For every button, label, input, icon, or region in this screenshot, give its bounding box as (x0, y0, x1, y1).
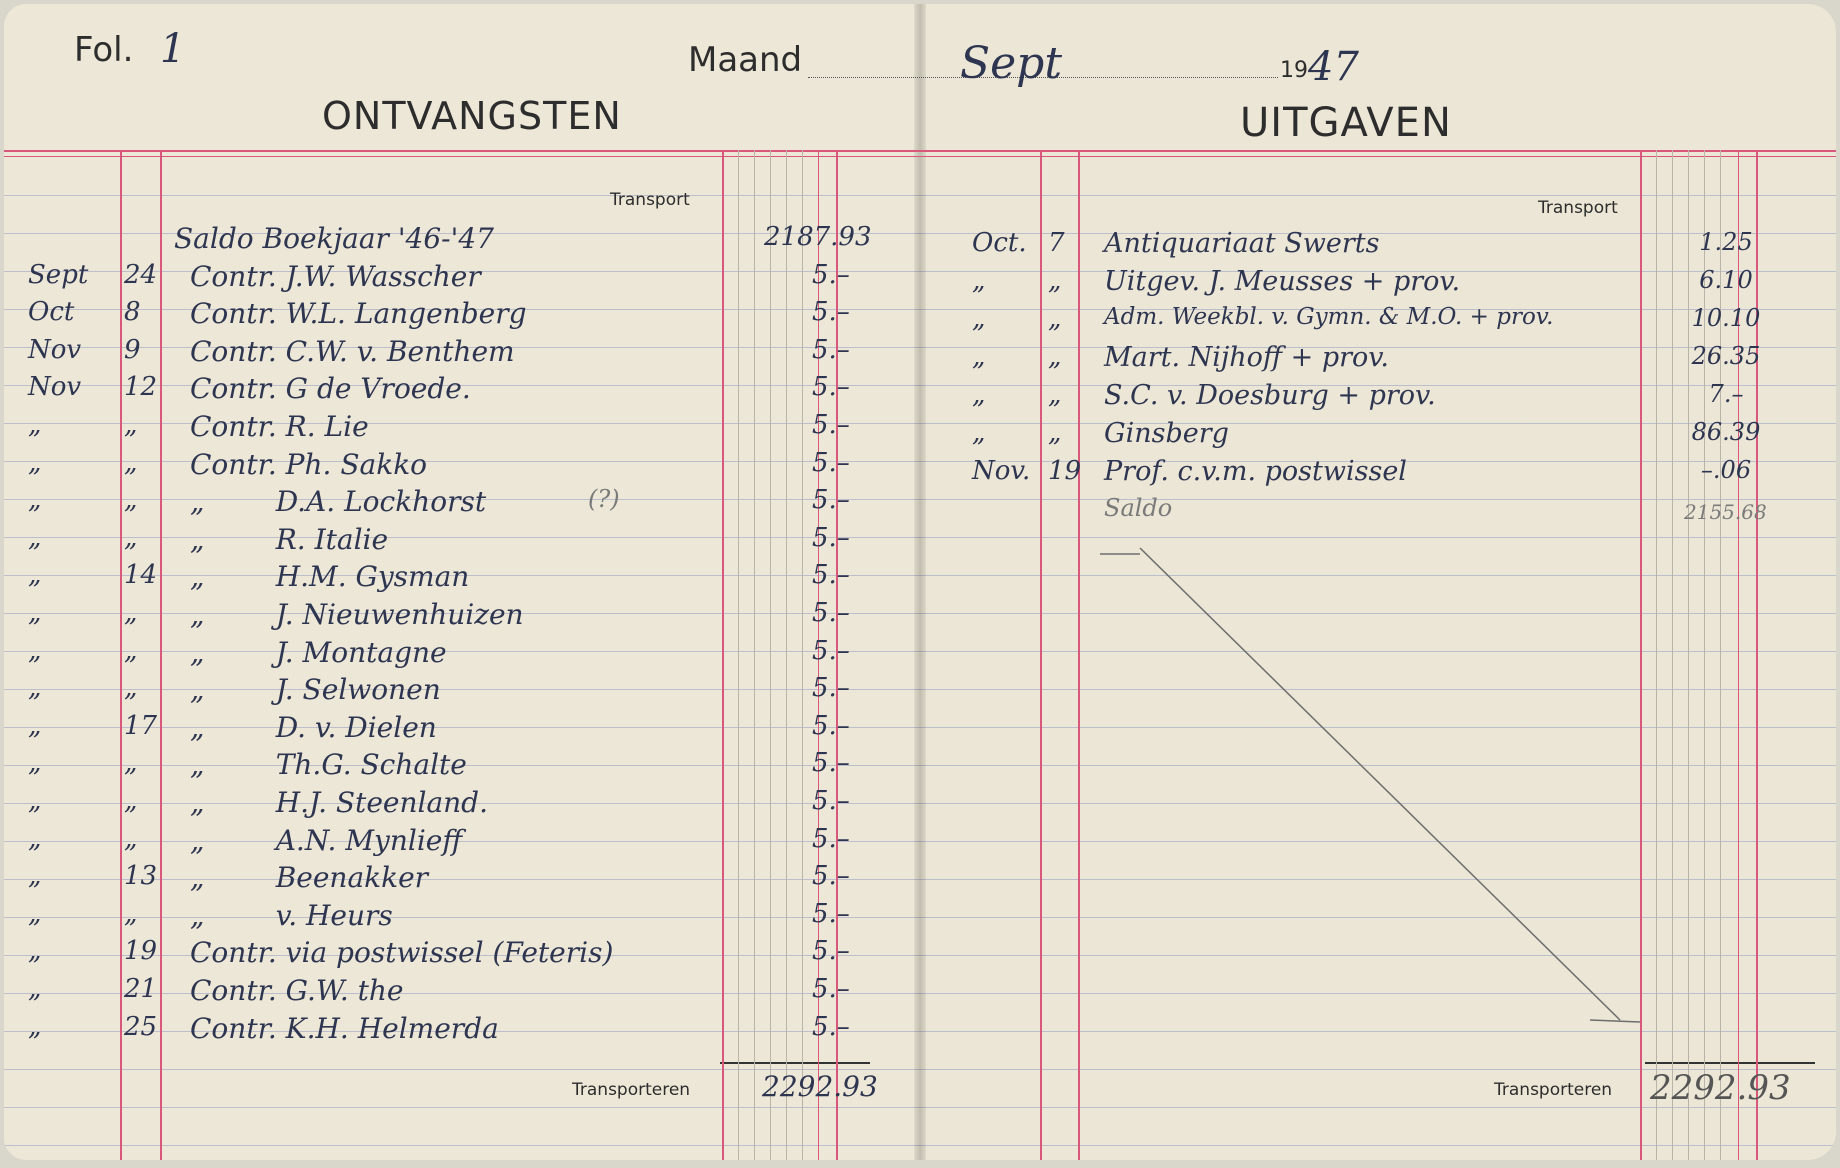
footer-rule-right (1645, 1062, 1815, 1064)
row-amount: 5.– (812, 786, 850, 816)
right-transporteren-label: Transporteren (1494, 1080, 1613, 1100)
row-description: „ D. v. Dielen (190, 710, 437, 744)
row-day: „ (1048, 266, 1062, 296)
row-month: „ (28, 898, 42, 929)
row-amount: 5.– (812, 522, 850, 553)
row-month: „ (28, 635, 42, 666)
col-rule-grey (738, 150, 739, 1160)
col-rule-grey (786, 150, 787, 1160)
row-month: „ (972, 304, 986, 334)
row-day: 19 (1048, 456, 1082, 486)
row-amount: 5.– (812, 898, 850, 929)
col-rule-grey (770, 150, 771, 1160)
row-description: „ J. Selwonen (190, 673, 441, 707)
row-amount: 10.10 (1691, 304, 1761, 332)
row-amount: 26.35 (1691, 342, 1761, 370)
row-day: 21 (124, 974, 158, 1004)
row-description: Contr. C.W. v. Benthem (190, 334, 515, 368)
row-day: 7 (1048, 228, 1065, 258)
col-rule (1078, 150, 1080, 1160)
row-day: „ (124, 410, 138, 440)
right-total: 2292.93 (1650, 1068, 1791, 1108)
row-day: „ (124, 485, 138, 516)
col-rule-grey (1656, 150, 1657, 1160)
row-description: Contr. via postwissel (Feteris) (190, 936, 614, 970)
col-rule-grey (1720, 150, 1721, 1160)
row-amount: 5.– (812, 673, 850, 704)
row-month: „ (28, 447, 42, 478)
row-day: „ (124, 898, 138, 929)
row-description: „ A.N. Mynlieff (190, 823, 463, 857)
row-day: 9 (124, 334, 141, 365)
row-note: (?) (588, 485, 620, 514)
year-suffix: 47 (1308, 44, 1359, 90)
row-amount: 5.– (812, 974, 850, 1004)
saldo-label: Saldo (1104, 494, 1173, 522)
row-description: Adm. Weekbl. v. Gymn. & M.O. + prov. (1104, 304, 1554, 330)
row-amount: 5.– (812, 410, 850, 440)
row-month: Nov (28, 372, 82, 403)
row-description: Contr. Ph. Sakko (190, 447, 428, 481)
row-description: „ R. Italie (190, 522, 389, 556)
row-day: „ (1048, 304, 1062, 334)
row-description: „ v. Heurs (190, 898, 393, 932)
col-rule-grey (1688, 150, 1689, 1160)
row-description: Contr. K.H. Helmerda (190, 1011, 499, 1045)
row-day: „ (124, 447, 138, 478)
row-day: „ (1048, 342, 1062, 372)
row-day: „ (124, 598, 138, 628)
col-rule (1756, 150, 1758, 1160)
row-description: „ Th.G. Schalte (190, 748, 467, 782)
col-rule-grey (1704, 150, 1705, 1160)
row-description: Contr. G de Vroede. (190, 372, 471, 406)
row-amount: 7.– (1708, 380, 1744, 408)
row-amount: 5.– (812, 560, 850, 591)
row-month: „ (972, 342, 986, 372)
closing-diagonal-line (1090, 540, 1650, 1030)
row-day: 13 (124, 861, 158, 892)
row-month: „ (28, 410, 42, 440)
row-description: Mart. Nijhoff + prov. (1104, 342, 1389, 373)
row-amount: 5.– (812, 598, 850, 628)
year-prefix: 19 (1280, 58, 1308, 83)
row-description: „ H.M. Gysman (190, 560, 470, 594)
fol-label: Fol. (74, 30, 134, 70)
row-amount: 5.– (812, 710, 850, 741)
row-day: 8 (124, 297, 141, 328)
row-month: „ (28, 1011, 42, 1042)
row-amount: 5.– (812, 1011, 850, 1042)
col-rule (1738, 150, 1739, 1160)
row-day: „ (124, 673, 138, 704)
row-amount: 5.– (812, 748, 850, 779)
col-rule-grey (802, 150, 803, 1160)
left-transport-label: Transport (610, 190, 690, 210)
right-transport-label: Transport (1538, 198, 1618, 218)
row-day: „ (124, 748, 138, 779)
row-description: Contr. R. Lie (190, 410, 369, 443)
row-description: „ J. Nieuwenhuizen (190, 598, 524, 631)
row-day: 12 (124, 372, 158, 403)
row-day: „ (1048, 418, 1062, 448)
row-amount: 5.– (812, 334, 850, 365)
row-amount: 5.– (812, 861, 850, 892)
row-amount: 2187.93 (764, 222, 872, 252)
row-day: 17 (124, 710, 158, 741)
row-month: „ (28, 522, 42, 553)
fol-number: 1 (160, 26, 186, 72)
row-month: Nov (28, 334, 82, 365)
row-amount: –.06 (1700, 456, 1752, 484)
row-description: Contr. W.L. Langenberg (190, 297, 527, 331)
header-rule-2 (4, 156, 1836, 157)
row-description: „ J. Montagne (190, 635, 447, 669)
row-month: „ (28, 861, 42, 892)
row-day: „ (1048, 380, 1062, 410)
row-month: „ (28, 560, 42, 591)
right-title: UITGAVEN (1240, 100, 1452, 146)
row-amount: 1.25 (1699, 228, 1753, 256)
row-description: „ H.J. Steenland. (190, 786, 488, 819)
row-description: Saldo Boekjaar '46-'47 (174, 222, 494, 255)
col-rule (160, 150, 162, 1160)
row-day: 24 (124, 259, 158, 290)
row-amount: 5.– (812, 823, 850, 854)
row-month: Oct. (972, 228, 1027, 258)
row-amount: 5.– (812, 297, 850, 328)
row-month: „ (972, 380, 986, 410)
row-amount: 5.– (812, 936, 850, 967)
row-month: „ (28, 598, 42, 628)
row-month: „ (972, 266, 986, 296)
row-month: Sept (28, 259, 89, 290)
left-title: ONTVANGSTEN (322, 94, 622, 138)
row-day: „ (124, 635, 138, 666)
row-description: Contr. J.W. Wasscher (190, 259, 481, 293)
row-amount: 5.– (812, 447, 850, 478)
row-month: „ (972, 418, 986, 448)
left-total: 2292.93 (762, 1070, 878, 1103)
left-transporteren-label: Transporteren (572, 1080, 691, 1100)
row-month: „ (28, 974, 42, 1004)
footer-rule-left (720, 1062, 870, 1064)
col-rule-grey (754, 150, 755, 1160)
header-rule (4, 150, 1836, 152)
row-description: Ginsberg (1104, 418, 1229, 449)
col-rule (722, 150, 724, 1160)
row-month: „ (28, 823, 42, 854)
row-description: Contr. G.W. the (190, 974, 404, 1007)
row-month: „ (28, 748, 42, 779)
maand-value: Sept (960, 38, 1063, 89)
row-month: „ (28, 786, 42, 816)
row-month: Nov. (972, 456, 1031, 486)
row-description: Uitgev. J. Meusses + prov. (1104, 266, 1461, 297)
row-day: „ (124, 786, 138, 816)
col-rule (120, 150, 122, 1160)
row-description: „ Beenakker (190, 861, 429, 895)
row-description: Antiquariaat Swerts (1104, 228, 1380, 259)
saldo-amount: 2155.68 (1684, 500, 1767, 524)
row-amount: 5.– (812, 259, 850, 290)
row-description: S.C. v. Doesburg + prov. (1104, 380, 1436, 411)
row-amount: 5.– (812, 485, 850, 516)
maand-label: Maand (688, 40, 803, 80)
row-month: Oct (28, 297, 75, 328)
row-amount: 5.– (812, 635, 850, 666)
row-month: „ (28, 485, 42, 516)
row-month: „ (28, 673, 42, 704)
col-rule-grey (1672, 150, 1673, 1160)
row-day: 25 (124, 1011, 158, 1042)
row-amount: 86.39 (1691, 418, 1761, 446)
col-rule (1040, 150, 1042, 1160)
row-amount: 5.– (812, 372, 850, 403)
row-description: „ D.A. Lockhorst (190, 485, 487, 519)
row-month: „ (28, 710, 42, 741)
page-gutter (914, 4, 926, 1160)
row-day: 19 (124, 936, 158, 967)
row-day: 14 (124, 560, 158, 591)
row-day: „ (124, 522, 138, 553)
row-amount: 6.10 (1699, 266, 1753, 294)
row-day: „ (124, 823, 138, 854)
row-month: „ (28, 936, 42, 967)
row-description: Prof. c.v.m. postwissel (1104, 456, 1407, 487)
